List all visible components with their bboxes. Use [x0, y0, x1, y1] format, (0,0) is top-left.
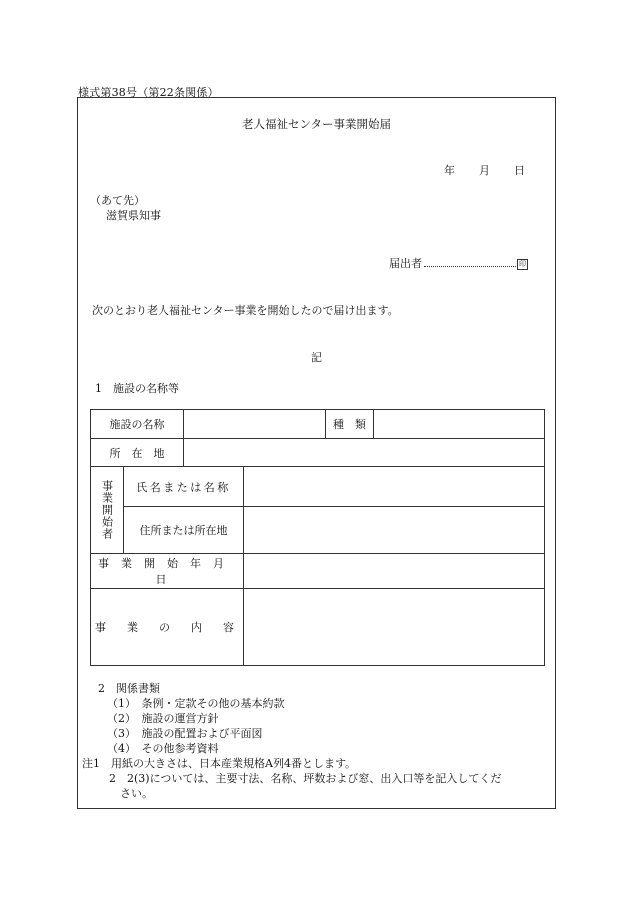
document-item: （4） その他参考資料	[107, 742, 219, 755]
note-1: 注1 用紙の大きさは、日本産業規格A列4番とします。	[82, 757, 357, 770]
statement: 次のとおり老人福祉センター事業を開始したので届け出ます。	[92, 304, 399, 317]
starter-name-value[interactable]	[244, 467, 545, 507]
applicant-line	[389, 255, 528, 271]
form-frame	[77, 97, 556, 809]
addressee-name: 滋賀県知事	[106, 209, 161, 222]
document-item: （1） 条例・定款その他の基本約款	[107, 697, 285, 710]
content-value[interactable]	[244, 589, 545, 666]
applicant-signature-field[interactable]	[424, 256, 516, 267]
start-date-value[interactable]	[244, 554, 545, 589]
document-item: （3） 施設の配置および平面図	[107, 727, 263, 740]
facility-name-value[interactable]	[184, 410, 326, 439]
starter-address-value[interactable]	[244, 507, 545, 554]
applicant-label: 届出者	[389, 257, 422, 270]
form-number: 様式第38号（第22条関係）	[78, 86, 219, 99]
content-label: 事 業 の 内 容	[91, 589, 244, 666]
note-2: 2 2(3)については、主要寸法、名称、坪数および窓、出入口等を記入してくだ	[109, 772, 502, 785]
section2-heading: 2 関係書類	[98, 682, 160, 695]
note-2-continuation: さい。	[120, 787, 153, 800]
kind-label: 種 類	[326, 410, 374, 439]
ki-heading: 記	[311, 351, 322, 364]
starter-address-label: 住所または所在地	[124, 507, 244, 554]
date-line	[444, 162, 525, 178]
start-date-label: 事業開始年月日	[91, 554, 244, 589]
starter-name-label: 氏名または名称	[124, 467, 244, 507]
date-year: 年	[444, 164, 455, 177]
location-label: 所 在 地	[91, 439, 184, 467]
seal-mark: 印	[519, 260, 526, 268]
facility-name-label: 施設の名称	[91, 410, 184, 439]
date-day: 日	[514, 164, 525, 177]
date-month: 月	[479, 164, 490, 177]
kind-value[interactable]	[374, 410, 545, 439]
document-item: （2） 施設の運営方針	[107, 712, 219, 725]
addressee-label: （あて先）	[90, 194, 145, 207]
section1-heading: 1 施設の名称等	[95, 382, 179, 395]
facility-table	[90, 409, 545, 666]
location-value[interactable]	[184, 439, 545, 467]
form-title: 老人福祉センター事業開始届	[241, 117, 392, 131]
documents-list	[78, 681, 501, 801]
starter-label: 事業開始者	[91, 467, 124, 554]
